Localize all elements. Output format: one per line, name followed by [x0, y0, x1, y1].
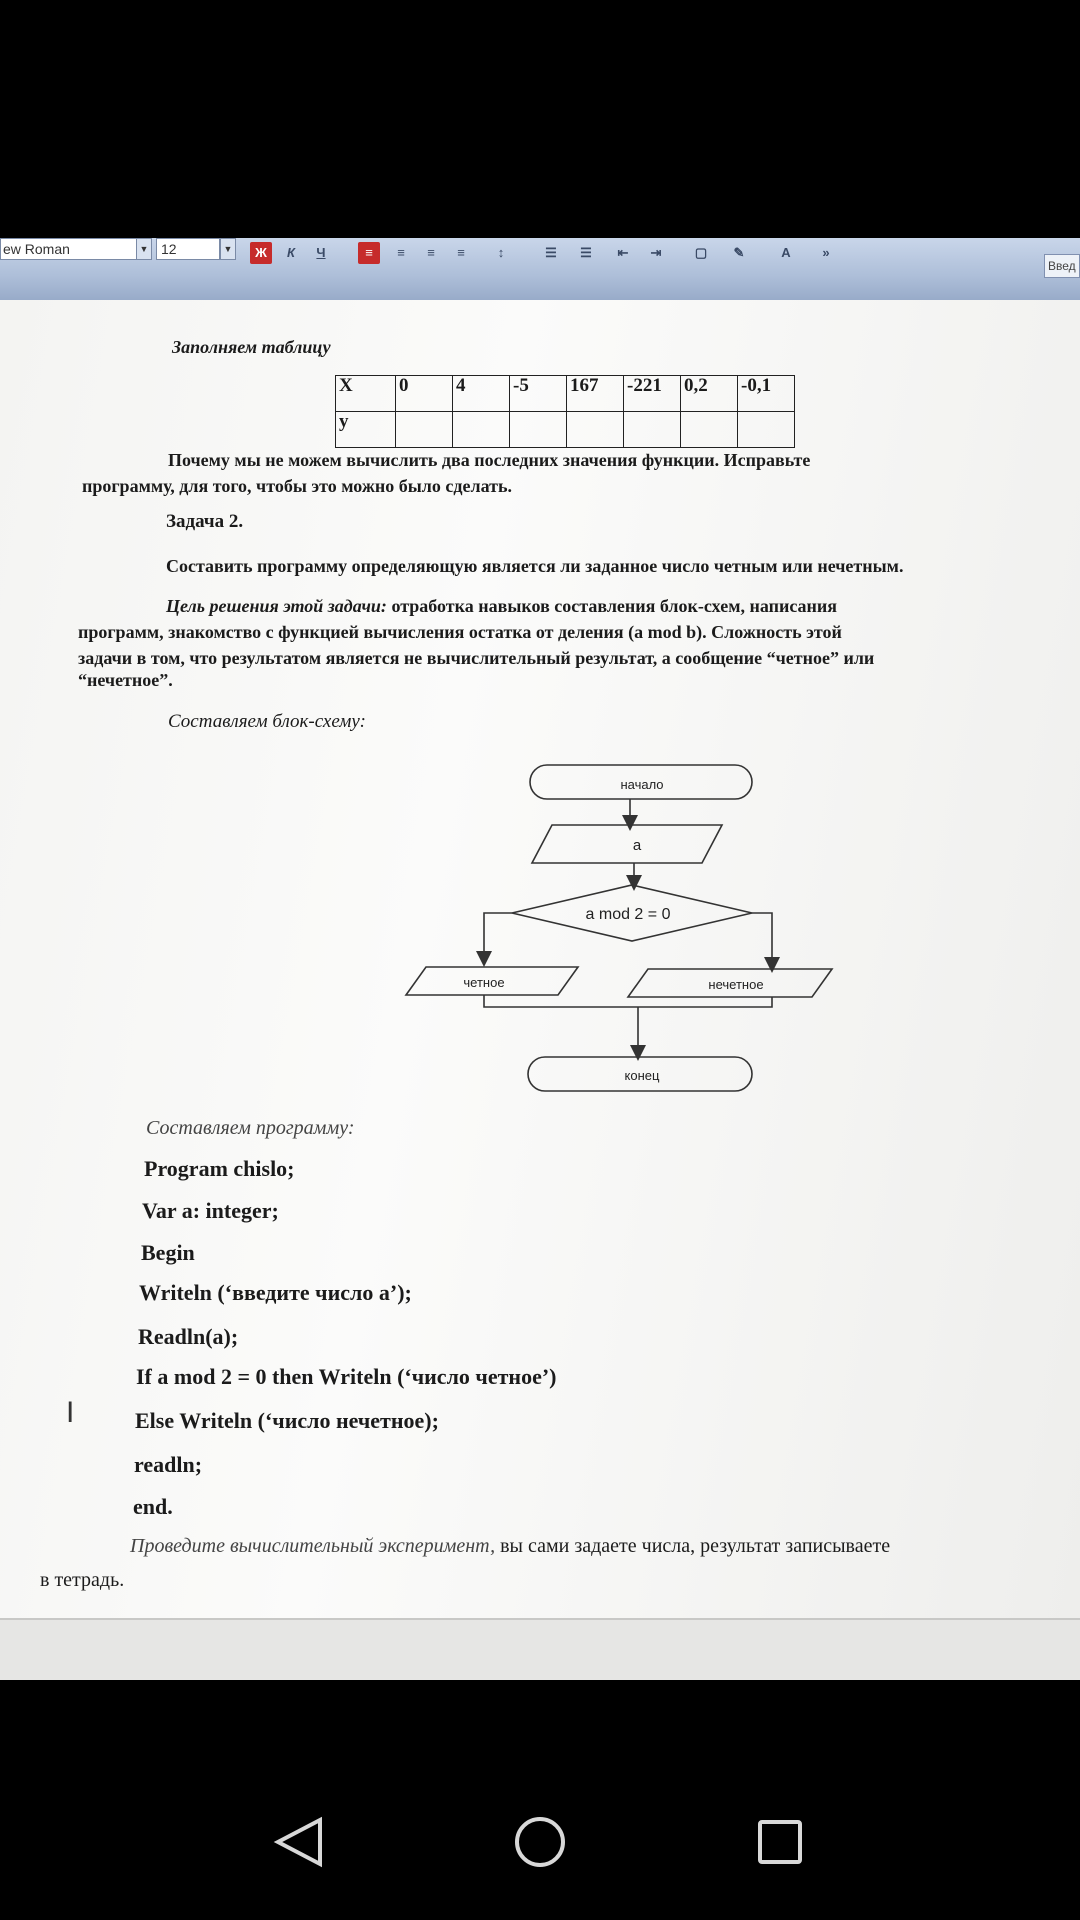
code-line: Var a: integer; [142, 1198, 279, 1223]
line-spacing-icon[interactable]: ↕ [497, 245, 505, 260]
android-nav-bar [0, 1770, 1080, 1920]
flow-start-label: начало [620, 777, 664, 792]
goal-line1-rest: отработка навыков составления блок-схем, написания [386, 596, 838, 616]
flow-input-parallelogram [532, 825, 722, 863]
table-cell: 167 [567, 376, 624, 412]
table-cell: -5 [510, 376, 567, 412]
flow-odd-label: нечетное [708, 977, 764, 992]
flow-arrow [484, 913, 512, 959]
flow-input-label: a [632, 837, 642, 854]
code-line: Writeln (‘введите число а’); [139, 1280, 412, 1305]
flowchart [380, 755, 840, 1095]
table-cell [396, 412, 453, 448]
font-color-icon[interactable]: A [781, 245, 791, 260]
flow-end-label: конец [624, 1068, 660, 1083]
code-line: end. [133, 1494, 173, 1519]
flow-even-label: четное [463, 975, 505, 990]
code-line: Begin [141, 1240, 195, 1265]
flowchart-heading: Составляем блок-схему: [168, 711, 366, 732]
table-cell: -221 [624, 376, 681, 412]
align-left-icon[interactable]: ≡ [358, 242, 380, 264]
table-cell [510, 412, 567, 448]
font-size-dropdown-icon[interactable]: ▼ [220, 238, 236, 260]
code-line: If a mod 2 = 0 then Writeln (‘число четное’) [136, 1364, 557, 1389]
recents-icon[interactable] [760, 1822, 800, 1862]
italic-button-icon[interactable]: К [287, 245, 295, 260]
experiment-line2: в тетрадь. [40, 1569, 125, 1591]
table-row-x [336, 376, 795, 412]
goal-line4: “нечетное”. [78, 670, 173, 690]
experiment-italic: Проведите вычислительный эксперимент, [130, 1535, 496, 1557]
table-cell: 0,2 [681, 376, 738, 412]
bullet-list-icon[interactable]: ☰ [580, 245, 592, 260]
flow-condition-label: a mod 2 = 0 [585, 906, 671, 923]
table-cell: 4 [453, 376, 510, 412]
justify-icon[interactable]: ≡ [457, 245, 465, 260]
table-cell [624, 412, 681, 448]
table-cell: 0 [396, 376, 453, 412]
table-cell: -0,1 [738, 376, 795, 412]
table-cell [681, 412, 738, 448]
table-cell [453, 412, 510, 448]
word-toolbar [0, 238, 1080, 302]
code-line: Program chislo; [144, 1156, 295, 1181]
table-cell: X [336, 376, 396, 412]
why-question-line2: программу, для того, чтобы это можно было сделать. [82, 476, 512, 496]
toolbar-options-icon[interactable]: » [822, 245, 830, 260]
code-line: Readln(a); [138, 1324, 239, 1349]
goal-label: Цель решения этой задачи: [166, 596, 387, 616]
goal-line1 [166, 594, 837, 618]
goal-line2: программ, знакомство с функцией вычисления остатка от деления (a mod b). Сложность этой [78, 622, 842, 642]
align-right-icon[interactable]: ≡ [427, 245, 435, 260]
table-cell: y [336, 412, 396, 448]
values-table [335, 375, 795, 448]
goal-line3: задачи в том, что результатом является не вычислительный результат, а сообщение “четное” или [78, 648, 875, 668]
table-cell [567, 412, 624, 448]
back-icon[interactable] [278, 1820, 320, 1864]
font-size-box[interactable]: 12 [156, 238, 220, 260]
home-icon[interactable] [517, 1819, 563, 1865]
why-question-line1: Почему мы не можем вычислить два последних значения функции. Исправьте [168, 450, 811, 470]
experiment-rest: вы сами задаете числа, результат записываете [495, 1535, 891, 1557]
styles-box[interactable]: Введ [1044, 254, 1080, 278]
page-bottom-border [0, 1618, 1080, 1680]
flow-arrow [752, 913, 772, 965]
font-name-box[interactable]: ew Roman [0, 238, 150, 260]
bold-button-icon[interactable]: Ж [250, 242, 272, 264]
program-heading: Составляем программу: [146, 1117, 355, 1139]
text-cursor-icon: I [66, 1396, 75, 1429]
table-cell [738, 412, 795, 448]
highlight-icon[interactable]: ✎ [733, 245, 745, 260]
experiment-line1 [130, 1534, 890, 1558]
increase-indent-icon[interactable]: ⇥ [650, 245, 662, 260]
decrease-indent-icon[interactable]: ⇤ [617, 245, 629, 260]
task-statement: Составить программу определяющую является ли заданное число четным или нечетным. [166, 556, 904, 576]
fill-table-heading: Заполняем таблицу [172, 337, 331, 357]
align-center-icon[interactable]: ≡ [397, 245, 405, 260]
table-row-y [336, 412, 795, 448]
code-line: Else Writeln (‘число нечетное); [135, 1408, 439, 1433]
code-line: readln; [134, 1452, 203, 1477]
task-title: Задача 2. [166, 511, 244, 532]
borders-icon[interactable]: ▢ [694, 245, 708, 260]
underline-button-icon[interactable]: Ч [316, 245, 326, 260]
font-name-dropdown-icon[interactable]: ▼ [136, 238, 152, 260]
numbered-list-icon[interactable]: ☰ [545, 245, 557, 260]
